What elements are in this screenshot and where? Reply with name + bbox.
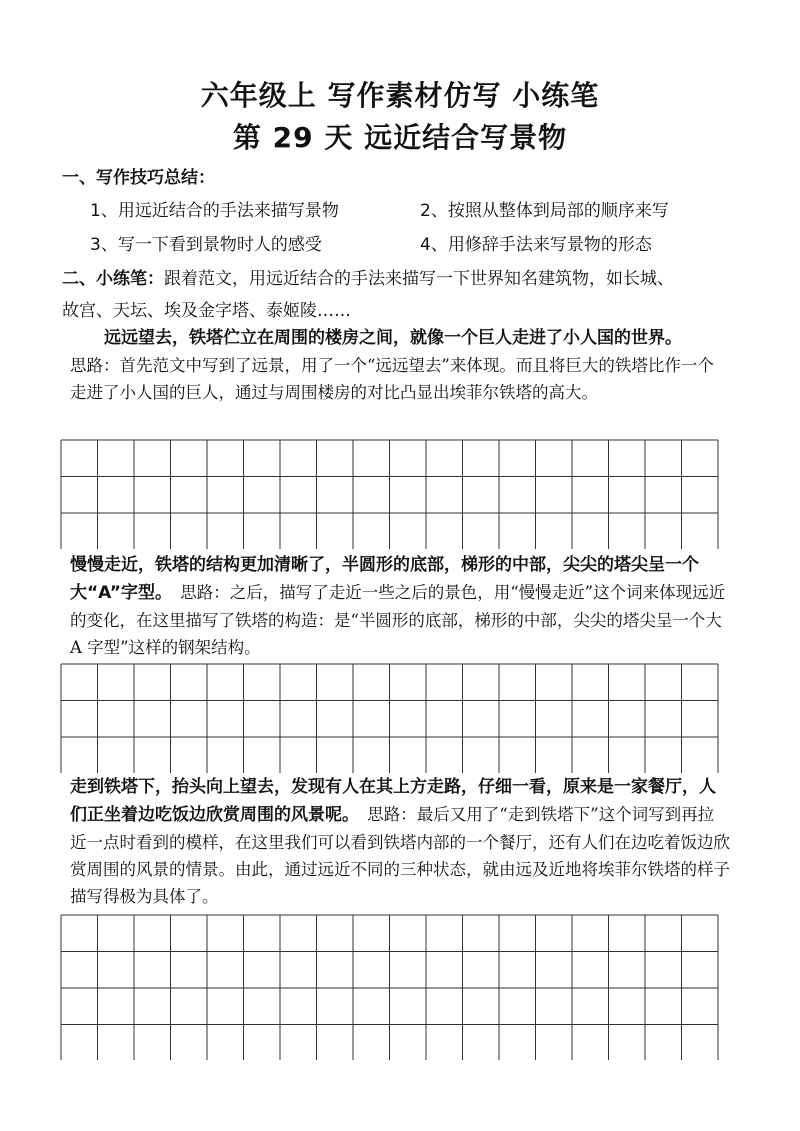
tip-2: 2、按照从整体到局部的顺序来写	[420, 201, 669, 221]
exercise-1-sentence: 远远望去，铁塔伫立在周围的楼房之间，就像一个巨人走进了小人国的世界。	[104, 328, 682, 348]
writing-grid-3[interactable]	[60, 914, 722, 1060]
section2-line1	[62, 264, 674, 289]
tip-4: 4、用修辞手法来写景物的形态	[420, 235, 652, 255]
grid-lines-1	[60, 439, 722, 549]
grid-lines-2	[60, 663, 722, 773]
exercise-1-analysis: 思路：首先范文中写到了远景，用了一个“远远望去”来体现。而且将巨大的铁塔比作一个走进了小人国的巨人，通过与周围楼房的对比凸显出埃菲尔铁塔的高大。	[70, 356, 714, 402]
exercise-3-analysis: 思路：最后又用了“走到铁塔下”这个词写到再拉近一点时看到的模样，在这里我们可以看到铁塔内部的一个餐厅，还有人们在边吃着饭边欣赏周围的风景的情景。由此，通过远近不同的三种状态，就由远及近地将埃菲尔铁塔的样子描写得极为具体了。	[70, 805, 730, 906]
exercise-3-sentence: 走到铁塔下，抬头向上望去，发现有人在其上方走路，仔细一看，原来是一家餐厅，人们正坐着边吃饭边欣赏周围的风景呢。	[70, 777, 716, 825]
page-subtitle: 第 29 天 远近结合写景物	[232, 121, 568, 154]
tip-1: 1、用远近结合的手法来描写景物	[90, 201, 339, 221]
exercise-1	[70, 324, 730, 406]
exercise-2-analysis: 思路：之后，描写了走近一些之后的景色，用“慢慢走近”这个词来体现远近的变化，在这里描写了铁塔的构造：是“半圆形的底部，梯形的中部，尖尖的塔尖呈一个大 A 字型”这样的钢架结构。	[70, 583, 726, 657]
writing-grid-2[interactable]	[60, 663, 722, 773]
exercise-2-sentence: 慢慢走近，铁塔的结构更加清晰了，半圆形的底部，梯形的中部，尖尖的塔尖呈一个大“A”字型。	[70, 555, 699, 603]
exercise-2	[70, 551, 730, 661]
tip-3: 3、写一下看到景物时人的感受	[90, 235, 322, 255]
writing-grid-1[interactable]	[60, 439, 722, 549]
section2-instruction-1: 跟着范文，用远近结合的手法来描写一下世界知名建筑物，如长城、	[164, 269, 674, 289]
exercise-3	[70, 773, 730, 910]
page-title: 六年级上 写作素材仿写 小练笔	[200, 79, 600, 112]
section1-heading: 一、写作技巧总结：	[62, 168, 215, 188]
section2-instruction-2: 故宫、天坛、埃及金字塔、泰姬陵……	[62, 301, 351, 321]
grid-lines-3	[60, 914, 722, 1060]
section2-heading: 二、小练笔：	[62, 269, 164, 289]
